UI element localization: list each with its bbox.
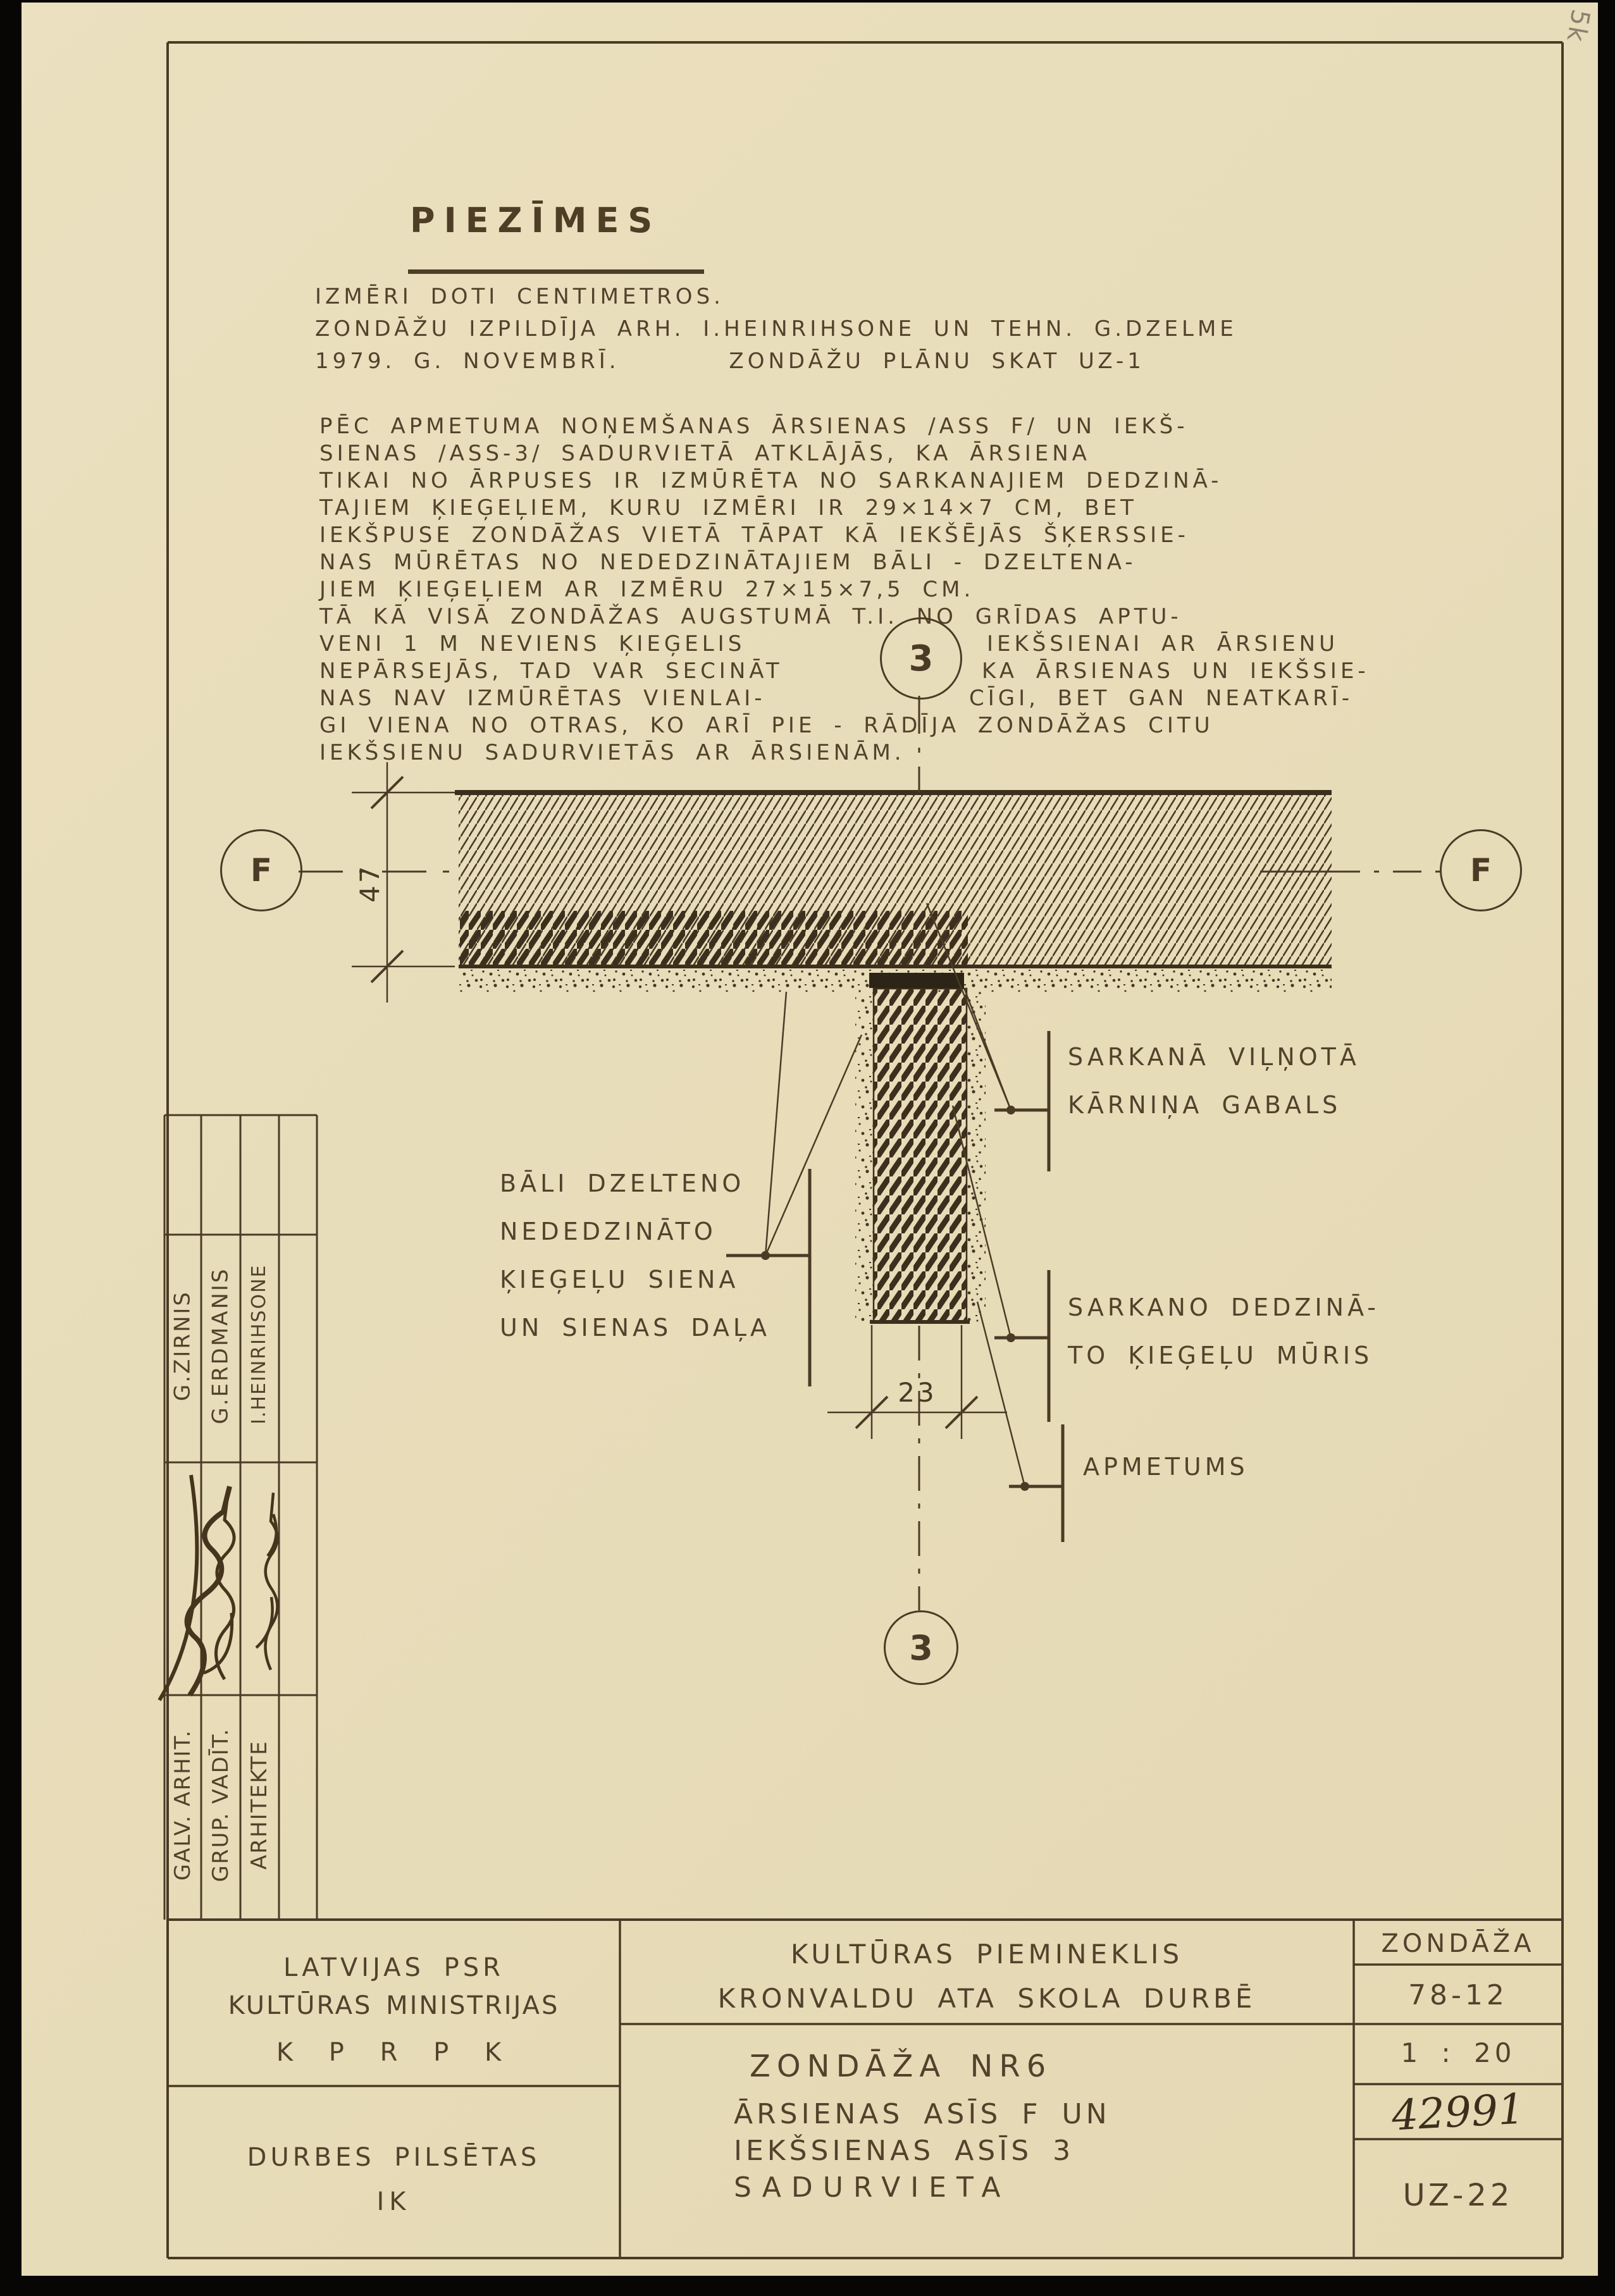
tb-inventory-no: 42991 xyxy=(1390,2084,1526,2140)
sidebar-name: I.HEINRIHSONE xyxy=(247,1264,270,1424)
label-masonry-line: TO ĶIEĢEĻU MŪRIS xyxy=(1068,1342,1373,1369)
para-line: GI VIENA NO OTRAS, KO ARĪ PIE - RĀDĪJA ZONDĀŽAS CITU xyxy=(319,713,1214,738)
para-line: NAS NAV IZMŪRĒTAS VIENLAI- xyxy=(319,686,766,711)
sidebar-name: G.ERDMANIS xyxy=(207,1267,233,1424)
axis-circle-3-lower xyxy=(884,1610,958,1685)
note-line: 1979. G. NOVEMBRĪ. ZONDĀŽU PLĀNU SKAT UZ-1 xyxy=(315,349,1145,374)
label-masonry-line: SARKANO DEDZINĀ- xyxy=(1068,1293,1380,1321)
para-line: CĪGI, BET GAN NEATKARĪ- xyxy=(969,686,1354,711)
para-line: IEKŠSIENAI AR ĀRSIENU xyxy=(987,631,1339,657)
tb-org-line: K P R P K xyxy=(276,2038,512,2067)
dim-47-text: 47 xyxy=(354,863,385,903)
tb-subject-line: ZONDĀŽA NR6 xyxy=(750,2049,1053,2084)
label-left-line: BĀLI DZELTENO xyxy=(500,1170,745,1197)
axis-circle-f-left xyxy=(220,829,302,911)
para-line: TAJIEM ĶIEĢEĻIEM, KURU IZMĒRI IR 29×14×7 CM, BET xyxy=(319,495,1137,521)
tb-subject-line: ĀRSIENAS ASĪS F UN xyxy=(734,2098,1111,2130)
axis-3-label: 3 xyxy=(909,1627,933,1668)
note-line: ZONDĀŽU IZPILDĪJA ARH. I.HEINRIHSONE UN TEHN. G.DZELME xyxy=(315,316,1237,342)
axis-3-label: 3 xyxy=(908,638,934,679)
tb-object-no: 78-12 xyxy=(1408,1979,1508,2011)
tile-piece-section xyxy=(869,973,964,988)
sidebar-role: GRUP. VADĪT. xyxy=(207,1727,233,1882)
para-line: TIKAI NO ĀRPUSES IR IZMŪRĒTA NO SARKANAJIEM DEDZINĀ- xyxy=(319,468,1223,493)
sidebar-role: ARHITEKTE xyxy=(246,1740,272,1870)
para-line: JIEM ĶIEĢEĻIEM AR IZMĒRU 27×15×7,5 CM. xyxy=(319,577,975,602)
inner-wall-left-plaster xyxy=(855,989,874,1324)
tb-monument-line: KRONVALDU ATA SKOLA DURBĒ xyxy=(717,1983,1256,2014)
para-line: IEKŠPUSE ZONDĀŽAS VIETĀ TĀPAT KĀ IEKŠĒJĀS ŠĶERSSIE- xyxy=(319,522,1189,548)
note-line: IZMĒRI DOTI CENTIMETROS. xyxy=(315,284,724,309)
label-left-line: NEDEDZINĀTO xyxy=(500,1218,717,1245)
para-line: KA ĀRSIENAS UN IEKŠSIE- xyxy=(982,658,1370,684)
sidebar-name: G.ZIRNIS xyxy=(170,1290,195,1402)
tb-org-line: KULTŪRAS MINISTRIJAS xyxy=(228,1991,560,2020)
axis-circle-3-upper xyxy=(880,617,962,700)
para-line: VENI 1 M NEVIENS ĶIEĢELIS xyxy=(319,631,746,657)
tb-scale: 1 : 20 xyxy=(1401,2037,1516,2068)
inner-leaf-dark-hatch xyxy=(460,911,968,966)
label-tile-line: KĀRNIŅA GABALS xyxy=(1068,1091,1342,1119)
axis-f-label: F xyxy=(250,852,273,889)
notes-title: PIEZĪMES xyxy=(410,201,662,240)
label-plaster: APMETUMS xyxy=(1083,1453,1249,1481)
axis-f-label: F xyxy=(1470,852,1492,889)
inner-wall-hatch xyxy=(874,989,967,1322)
tb-type-label: ZONDĀŽA xyxy=(1381,1929,1535,1958)
tb-org-line: IK xyxy=(376,2187,411,2216)
corner-pencil-note: 5k xyxy=(1561,7,1595,45)
label-left-line: UN SIENAS DAĻA xyxy=(500,1314,771,1342)
signature-grup-vadit xyxy=(204,1490,234,1679)
label-left-line: ĶIEĢEĻU SIENA xyxy=(500,1266,739,1293)
tb-subject-line: IEKŠSIENAS ASĪS 3 xyxy=(734,2135,1075,2167)
signature-arhitekte xyxy=(256,1493,278,1670)
para-line: NAS MŪRĒTAS NO NEDEDZINĀTAJIEM BĀLI - DZELTENA- xyxy=(319,550,1137,575)
label-tile-line: SARKANĀ VIĻŅOTĀ xyxy=(1068,1043,1360,1071)
dim-23-text: 23 xyxy=(898,1377,937,1408)
sidebar-role: GALV. ARHIT. xyxy=(170,1729,195,1881)
para-line: NEPĀRSEJĀS, TAD VAR SECINĀT xyxy=(319,658,783,684)
tb-monument-line: KULTŪRAS PIEMINEKLIS xyxy=(790,1939,1184,1970)
tb-org-line: DURBES PILSĒTAS xyxy=(247,2143,541,2172)
para-line: PĒC APMETUMA NOŅEMŠANAS ĀRSIENAS /ASS F/ UN IEKŠ- xyxy=(319,414,1189,439)
axis-circle-f-right xyxy=(1440,829,1522,911)
tb-org-line: LATVIJAS PSR xyxy=(283,1953,504,1982)
tb-sheet-no: UZ-22 xyxy=(1402,2178,1514,2213)
para-line: TĀ KĀ VISĀ ZONDĀŽAS AUGSTUMĀ T.I. NO GRĪDAS APTU- xyxy=(319,604,1182,629)
para-line: SIENAS /ASS-3/ SADURVIETĀ ATKLĀJĀS, KA ĀRSIENA xyxy=(319,441,1091,466)
notes-title-underline xyxy=(408,269,704,274)
tb-subject-line: SADURVIETA xyxy=(734,2171,1011,2204)
para-line: IEKŠSIENU SADURVIETĀS AR ĀRSIENĀM. xyxy=(319,740,905,765)
